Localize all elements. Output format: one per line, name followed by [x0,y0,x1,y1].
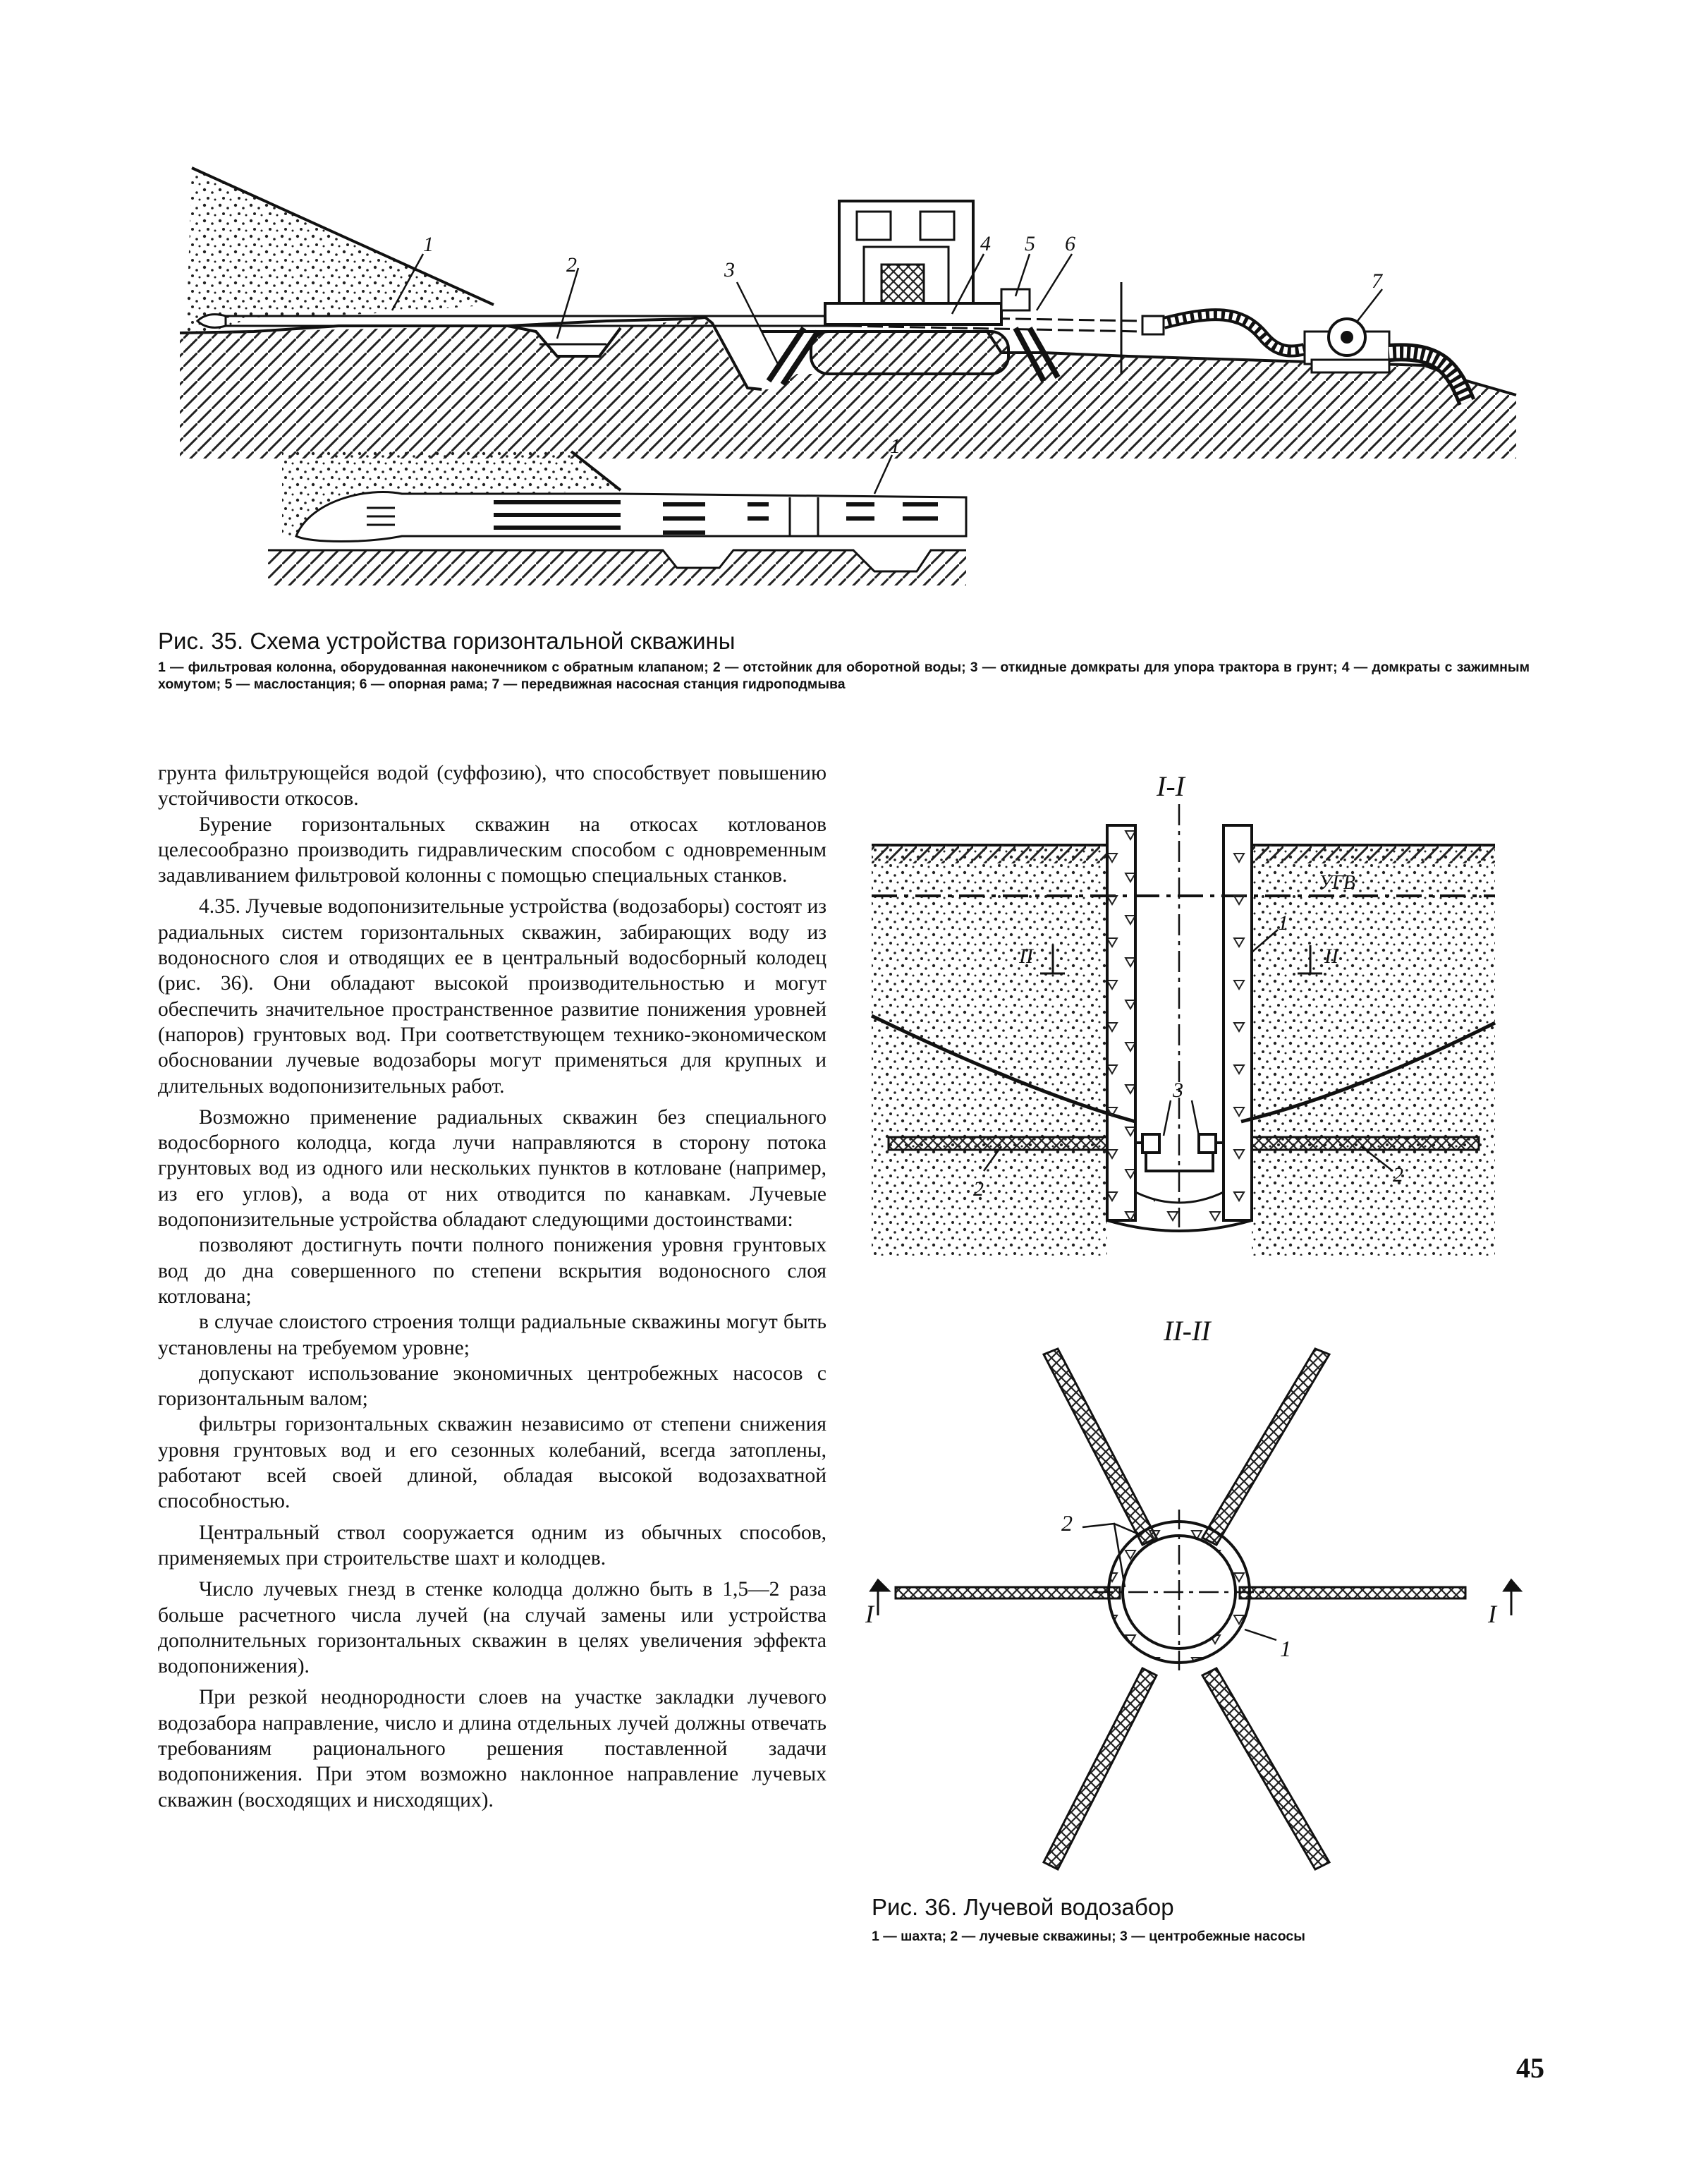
fig35-main-drawing [180,168,1516,459]
fig36-label-2-left: 2 [973,1177,984,1201]
paragraph-10: Число лучевых гнезд в стенке колодца должно быть в 1,5—2 раза больше расчетного числа лучей (на случай замены или устройства дополнительных горизонтальных скважин в целях увеличения эффекта водопонижения). [158,1578,826,1678]
page-number: 45 [1516,2052,1544,2084]
fig36-ugv-label: УГВ [1319,872,1355,894]
paragraph-5: позволяют достигнуть почти полного понижения уровня грунтовых вод до дна совершенного по степени вскрытия водоносного слоя котлована; [158,1234,826,1308]
fig36-caption-title: Рис. 36. Лучевой водозабор [872,1894,1174,1920]
body-text [158,760,826,1813]
fig36-section-I-I [872,770,1495,1256]
fig35-legend: 1 — фильтровая колонна, оборудованная наконечником с обратным клапаном; 2 — отстойник для оборотной воды; 3 — откидные домкраты для упора трактора в грунт; 4 — домкраты с зажимным хомутом; 5 — маслостанция; 6 — опорная рама; 7 — передвижная насосная станция гидроподмыва [158,660,1530,692]
fig36-section1-title: I-I [1157,770,1185,802]
fig36-label-2-plan: 2 [1061,1510,1073,1536]
paragraph-11: При резкой неоднородности слоев на участке закладки лучевого водозабора направление, число и длина отдельных лучей должны отвечать требованиям рационального решения поставленной задачи водопонижения. При этом возможно наклонное направление лучевых скважин (восходящих и нисходящих). [158,1686,826,1811]
paragraph-2: Бурение горизонтальных скважин на откосах котлованов целесообразно производить гидравлическим способом с одновременным задавливанием фильтровой колонны с помощью специальных станков. [158,813,826,887]
paragraph-1: грунта фильтрующейся водой (суффозию), что способствует повышению устойчивости откосов. [158,762,826,811]
fig36-marker-II-left: II [1019,945,1033,968]
paragraph-9: Центральный ствол сооружается одним из обычных способов, применяемых при строительстве шахт и колодцев. [158,1521,826,1570]
fig36-plan-II-II [865,1315,1520,1869]
fig36-label-3: 3 [1173,1079,1183,1102]
paragraph-4: Возможно применение радиальных скважин без специального водосборного колодца, когда лучи направляются в сторону потока грунтовых вод из одного или нескольких пунктов в котловане (например, из его углов), а вода от них отводится по канавкам. Лучевые водопонизительные устройства обладают следующими достоинствами: [158,1105,826,1232]
fig36-legend: 1 — шахта; 2 — лучевые скважины; 3 — центробежные насосы [872,1929,1305,1944]
fig35-label-4: 4 [980,232,991,255]
fig36-section2-title: II-II [1164,1315,1211,1347]
fig35-label-1: 1 [423,233,434,256]
fig36-marker-II-right: II [1324,945,1338,968]
fig35-detail-label-1: 1 [890,435,901,458]
paragraph-8: фильтры горизонтальных скважин независимо от степени снижения уровня грунтовых вод и его сезонных колебаний, всегда затоплены, работают всей своей длиной, обладая высокой водозахватной способностью. [158,1413,826,1513]
fig36-label-2-right: 2 [1393,1163,1403,1186]
fig35-label-7: 7 [1372,269,1382,293]
fig36-label-1-section: 1 [1278,911,1288,935]
fig35-label-5: 5 [1025,232,1035,255]
fig36-marker-I-left: I [865,1600,874,1628]
fig36-marker-I-right: I [1488,1600,1496,1628]
fig35-label-6: 6 [1065,232,1075,255]
fig36-label-1-plan: 1 [1280,1636,1291,1661]
fig35-label-2: 2 [566,253,577,277]
fig35-caption-title: Рис. 35. Схема устройства горизонтальной скважины [158,628,736,654]
paragraph-3: 4.35. Лучевые водопонизительные устройства (водозаборы) состоят из радиальных систем горизонтальных скважин, забирающих воду из водоносного слоя и отводящих ее в центральный водосборный колодец (рис. 36). Они обладают высокой производительностью и могут обеспечить значительное пространственное развитие понижения уровней (напоров) грунтовых вод. При соответствующем технико-экономическом обосновании лучевые водозаборы могут применяться для крупных и длительных водопонизительных работ. [158,895,826,1098]
paragraph-7: допускают использование экономичных центробежных насосов с горизонтальным валом; [158,1361,826,1411]
paragraph-6: в случае слоистого строения толщи радиальные скважины могут быть установлены на требуемом уровне; [158,1311,826,1359]
fig35-label-3: 3 [724,258,735,281]
